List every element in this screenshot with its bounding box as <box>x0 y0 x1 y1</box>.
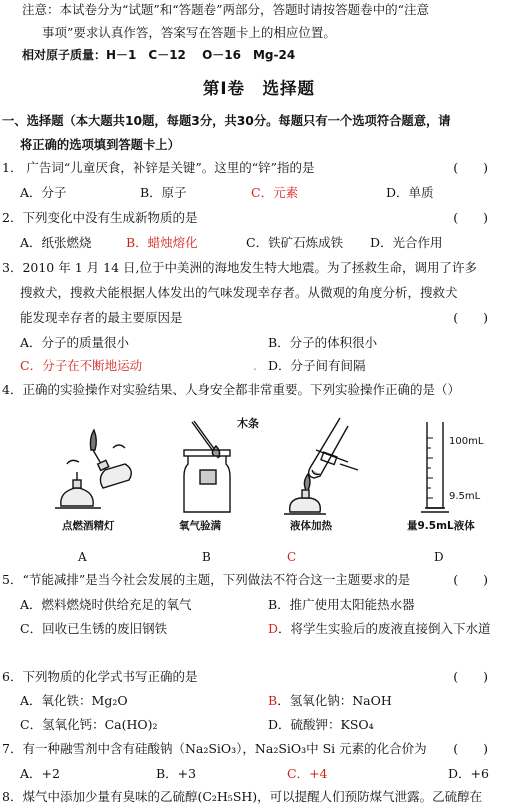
q4-stem: 4．正确的实验操作对实验结果、人身安全都非常重要。下列实验操作正确的是（） <box>2 382 460 397</box>
q3-stem-1: 3．2010 年 1 月 14 日,位于中美洲的海地发生特大地震。为了拯救生命，调用了许多 <box>2 260 477 275</box>
q6-option-b[interactable]: B．氢氧化钠：NaOH <box>268 693 392 708</box>
q1-option-a[interactable]: A．分子 <box>20 185 67 200</box>
figure-a-caption: 点燃酒精灯 <box>62 520 115 532</box>
q7-stem: 7．有一种融雪剂中含有硅酸钠（Na₂SiO₃），Na₂SiO₃中 Si 元素的化合价为 <box>2 741 427 756</box>
q7-answer-paren[interactable]: ( ) <box>453 741 488 756</box>
figure-d-measuring-cylinder <box>415 418 455 518</box>
figure-d-label-top: 100mL <box>449 436 484 447</box>
q6-option-c[interactable]: C．氢氧化钙：Ca(HO)₂ <box>20 717 158 732</box>
figure-c-caption: 液体加热 <box>290 520 332 532</box>
q4-option-a[interactable]: A <box>78 550 87 564</box>
q3-answer-paren[interactable]: ( ) <box>453 310 488 325</box>
figure-b-stick-label: 木条 <box>237 417 259 430</box>
q7-option-c[interactable]: C．+4 <box>287 766 328 781</box>
q3-option-d[interactable]: D．分子间有间隔 <box>268 358 366 373</box>
q5-option-c[interactable]: C．回收已生锈的废旧钢铁 <box>20 621 168 636</box>
q2-option-d[interactable]: D．光合作用 <box>370 235 443 250</box>
atomic-mass-line: 相对原子质量：H－1 C－12 O－16 Mg-24 <box>22 48 296 62</box>
q2-option-b[interactable]: B．蜡烛熔化 <box>126 235 198 250</box>
section-instruction-2: 将正确的选项填到答题卡上） <box>20 138 180 152</box>
q5-option-d[interactable]: D．将学生实验后的废液直接倒入下水道 <box>268 621 491 636</box>
q1-option-d[interactable]: D．单质 <box>386 185 434 200</box>
section-title: 第Ⅰ卷 选择题 <box>202 79 316 98</box>
q5-stem: 5．“节能减排”是当今社会发展的主题，下列做法不符合这一主题要求的是 <box>2 572 411 587</box>
q3-stem-2: 搜救犬，搜救犬能根据人体发出的气味发现幸存者。从微观的角度分析，搜救犬 <box>20 285 458 300</box>
figure-d-caption: 量9.5mL液体 <box>407 520 475 532</box>
q5-answer-paren[interactable]: ( ) <box>453 572 488 587</box>
q1-option-b[interactable]: B．原子 <box>140 185 187 200</box>
q4-option-c[interactable]: C <box>287 550 297 564</box>
q1-stem: 1． 广告词“儿童厌食，补锌是关键”。这里的“锌”指的是 <box>2 160 315 175</box>
q3-option-a[interactable]: A．分子的质量很小 <box>20 335 130 350</box>
q7-option-a[interactable]: A．+2 <box>20 766 60 781</box>
figure-b-caption: 氧气验满 <box>179 520 221 532</box>
q1-answer-paren[interactable]: ( ) <box>453 160 488 175</box>
q4-option-d[interactable]: D <box>434 550 444 564</box>
section-instruction-1: 一、选择题（本大题共10题，每题3分，共30分。每题只有一个选项符合题意，请 <box>2 114 451 128</box>
q3-option-b[interactable]: B．分子的体积很小 <box>268 335 378 350</box>
figure-a-alcohol-lamp <box>45 418 145 518</box>
q2-stem: 2．下列变化中没有生成新物质的是 <box>2 210 198 225</box>
notice-line-1: 注意：本试卷分为“试题”和“答题卷”两部分，答题时请按答题卷中的“注意 <box>22 2 429 17</box>
q2-answer-paren[interactable]: ( ) <box>453 210 488 225</box>
q8-stem: 8．煤气中添加少量有臭味的乙硫醇(C₂H₅SH)，可以提醒人们预防煤气泄露。乙硫醇在 <box>2 789 483 804</box>
q6-stem: 6．下列物质的化学式书写正确的是 <box>2 669 198 684</box>
q3-option-c[interactable]: C．分子在不断地运动 <box>20 358 143 373</box>
notice-line-2: 事项”要求认真作答，答案写在答题卡上的相应位置。 <box>42 25 336 40</box>
q1-option-c[interactable]: C．元素 <box>251 185 299 200</box>
figure-d-label-bottom: 9.5mL <box>449 491 481 502</box>
q4-option-b[interactable]: B <box>202 550 211 564</box>
q6-answer-paren[interactable]: ( ) <box>453 669 488 684</box>
q5-option-a[interactable]: A．燃料燃烧时供给充足的氧气 <box>20 597 192 612</box>
q6-option-a[interactable]: A．氧化铁：Mg₂O <box>20 693 128 708</box>
q5-option-b[interactable]: B．推广使用太阳能热水器 <box>268 597 415 612</box>
q7-option-d[interactable]: D．+6 <box>448 766 489 781</box>
q6-option-d[interactable]: D．硫酸钾：KSO₄ <box>268 717 374 732</box>
q2-option-c[interactable]: C．铁矿石炼成铁 <box>246 235 344 250</box>
figure-c-liquid-heating <box>262 410 362 518</box>
stray-mark: . <box>253 358 257 373</box>
q3-stem-3: 能发现幸存者的最主要原因是 <box>20 310 183 325</box>
q7-option-b[interactable]: B．+3 <box>156 766 197 781</box>
q2-option-a[interactable]: A．纸张燃烧 <box>20 235 92 250</box>
